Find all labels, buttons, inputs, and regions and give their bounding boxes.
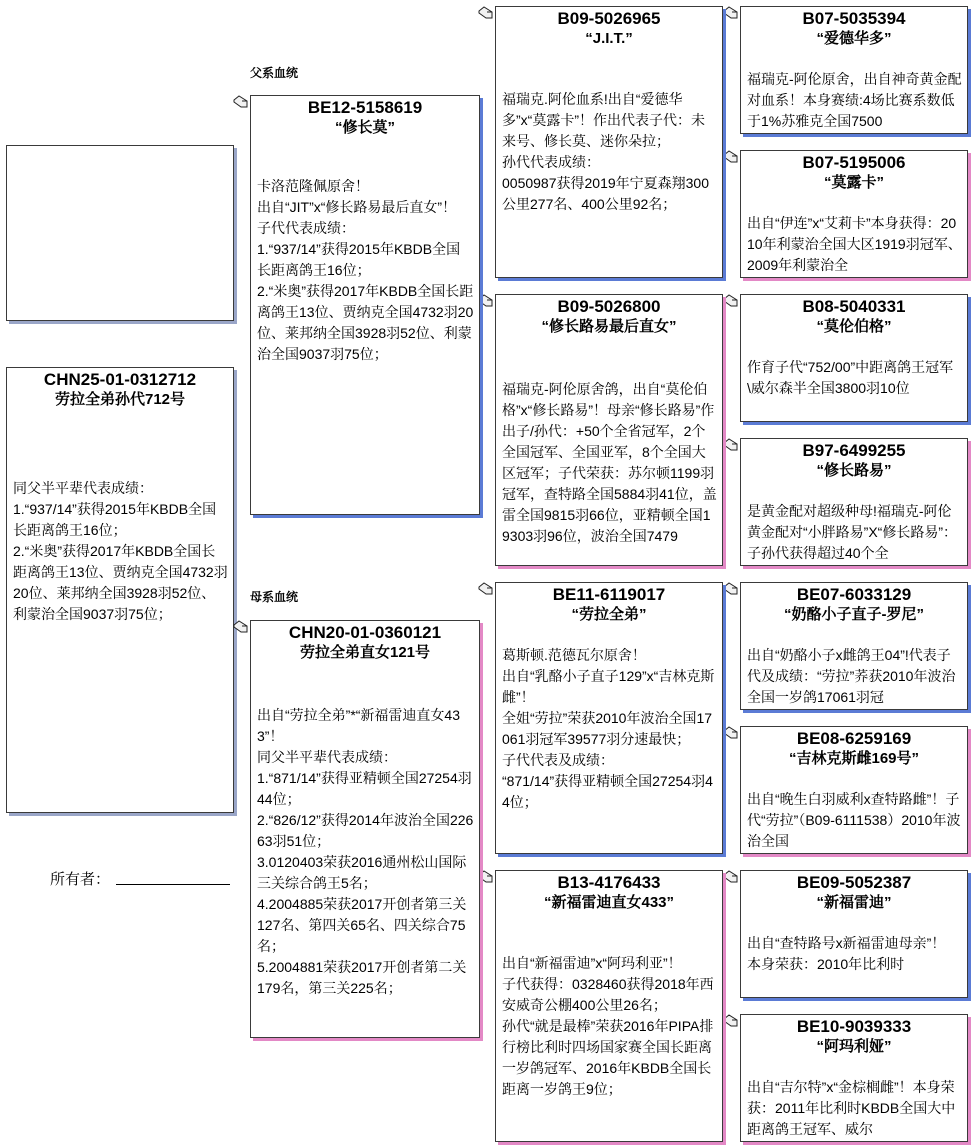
dsd-card [740,726,968,854]
sss-name: “爱德华多” [816,30,892,47]
ds-name: “劳拉全弟” [571,606,647,623]
pointer-icon [478,870,494,884]
owner-label: 所有者： [50,871,111,888]
sire-card [250,95,480,515]
dss-ring: BE07-6033129 [796,585,912,604]
pointer-icon [723,1014,739,1028]
sd-name: “修长路易最后直女” [541,318,677,335]
dds-name: “新福雷迪” [816,894,892,911]
pointer-icon [723,870,739,884]
pointer-icon [723,582,739,596]
dsd-desc: 出自“晚生白羽威利x查特路雌”！子代“劳拉”（B09-6111538）2010年波治全国 [747,791,961,849]
sdd-card [740,438,968,566]
sss-card [740,6,968,134]
ddd-ring: BE10-9039333 [796,1017,912,1036]
sire-name: “修长莫” [334,119,395,136]
sss-ring: B07-5035394 [802,9,906,28]
dds-card [740,870,968,998]
pointer-icon [723,726,739,740]
pointer-icon [478,582,494,596]
ds-card [495,582,723,854]
subject-card [6,367,234,813]
ds-ring: BE11-6119017 [552,585,666,604]
pointer-icon [723,438,739,452]
sds-desc: 作育子代“752/00”中距离鸽王冠军\威尔森半全国3800羽10位 [747,359,954,396]
ssd-desc: 出自“伊连”x“艾莉卡”本身获得：2010年利蒙治全国大区1919羽冠军、2009年利蒙治全 [747,215,962,273]
subject-ring: CHN25-01-0312712 [43,370,197,389]
dds-ring: BE09-5052387 [796,873,912,892]
sd-ring: B09-5026800 [557,297,661,316]
ssd-ring: B07-5195006 [802,153,906,172]
ds-desc: 葛斯顿.范德瓦尔原舍！ 出自“乳酪小子直子129”x“吉林克斯雌”！ 全姐“劳拉”荣获2010年波治全国17061羽冠军39577羽分速最快； 子代代表及成绩： “871/14”获得亚精顿全国27254羽44位； [502,647,715,810]
sdd-ring: B97-6499255 [802,441,906,460]
ddd-name: “阿玛利娅” [816,1038,892,1055]
sire-ring: BE12-5158619 [307,98,423,117]
sire-desc: 卡洛范隆佩原舍！ 出自“JIT”x“修长路易最后直女”！ 子代代表成绩： 1.“937/14”获得2015年KBDB全国长距离鸽王16位； 2.“米奥”获得2017年KBDB全国长距离鸽王13位、贾纳克全国4732羽20位、莱邦纳全国3928羽52位、利蒙治全国9037羽75位； [257,178,474,362]
owner-line [116,884,230,885]
dam-ring: CHN20-01-0360121 [288,623,442,642]
pointer-icon [233,620,249,634]
pointer-icon [723,150,739,164]
dd-card [495,870,723,1142]
sdd-name: “修长路易” [816,462,892,479]
sds-name: “莫伦伯格” [816,318,892,335]
pointer-icon [478,294,494,308]
sds-card [740,294,968,422]
dss-desc: 出自“奶酪小子x雌鸽王04”!代表子代及成绩：“劳拉”荞获2010年波治全国一岁鸽17061羽冠 [747,647,956,705]
sire-section-label: 父系血统 [250,66,299,80]
sdd-desc: 是黄金配对超级种母!福瑞克-阿伦黄金配对“小胖路易”X“修长路易”：子孙代获得超过40个全 [747,503,957,561]
dsd-ring: BE08-6259169 [796,729,912,748]
dss-name: “奶酪小子直子-罗尼” [784,606,924,623]
sss-desc: 福瑞克-阿伦原舍，出自神奇黄金配对血系！本身赛绩:4场比赛系数低于1%苏雅克全国7500 [747,71,962,129]
sd-card [495,294,723,566]
dsd-name: “吉林克斯雌169号” [788,750,920,767]
photo-box [6,145,234,321]
dd-ring: B13-4176433 [557,873,661,892]
dam-section-label: 母系血统 [250,590,299,604]
ss-ring: B09-5026965 [557,9,661,28]
dd-name: “新福雷迪直女433” [543,894,675,911]
dam-name: 劳拉全弟直女121号 [299,644,431,661]
sd-desc: 福瑞克-阿伦原舍鸽，出自“莫伦伯格”x“修长路易”！母亲“修长路易”作出子/孙代：+50个全省冠军，2个全国冠军、全国亚军，8个全国大区冠军；子代荣获：苏尔顿1199羽冠军，查特路全国5884羽41位，盖雷全国9815羽66位，亚精顿全国19303羽96位，波治全国7479 [502,381,717,544]
subject-name: 劳拉全弟孙代712号 [54,391,186,408]
ddd-card [740,1014,968,1142]
ddd-desc: 出自“吉尔特”x“金棕榈雌”！本身荣获：2011年比利时KBDB全国大中距离鸽王冠军、威尔 [747,1079,956,1137]
ss-card [495,6,723,278]
ss-desc: 福瑞克.阿伦血系!出自“爱德华多”x“莫露卡”！作出代表子代：未来号、修长莫、迷你朵拉； 孙代代表成绩： 0050987获得2019年宁夏森翔300公里277名、400公里92名； [502,91,710,212]
pointer-icon [723,294,739,308]
dam-desc: 出自“劳拉全弟”*“新福雷迪直女433”！ 同父半平辈代表成绩： 1.“871/14”获得亚精顿全国27254羽44位； 2.“826/12”获得2014年波治全国22663羽51位； 3.0120403荣获2016通州松山国际三关综合鸽王5名； 4.2004885荣获2017开创者第三关127名、第四关65名、四关综合75名； 5.2004881荣获2017开创者第二关179名，第三关225名； [257,707,474,996]
pointer-icon [233,95,249,109]
dd-desc: 出自“新福雷迪”x“阿玛利亚”！ 子代获得：0328460获得2018年西安威奇公棚400公里26名； 孙代“就是最棒”荣获2016年PIPA排行榜比利时四场国家赛全国长距离一岁鸽冠军、2016年KBDB全国长距离一岁鸽王9位； [502,955,714,1097]
dss-card [740,582,968,710]
pointer-icon [478,6,494,20]
ssd-name: “莫露卡” [823,174,884,191]
pointer-icon [723,6,739,20]
subject-desc: 同父半平辈代表成绩： 1.“937/14”获得2015年KBDB全国长距离鸽王16位； 2.“米奥”获得2017年KBDB全国长距离鸽王13位、贾纳克全国4732羽20位、莱邦纳全国3928羽52位、利蒙治全国9037羽75位； [13,480,228,622]
ssd-card [740,150,968,278]
dds-desc: 出自“查特路号x新福雷迪母亲”！ 本身荣获：2010年比利时 [747,935,946,972]
ss-name: “J.I.T.” [585,30,633,47]
dam-card [250,620,480,1038]
sds-ring: B08-5040331 [802,297,906,316]
